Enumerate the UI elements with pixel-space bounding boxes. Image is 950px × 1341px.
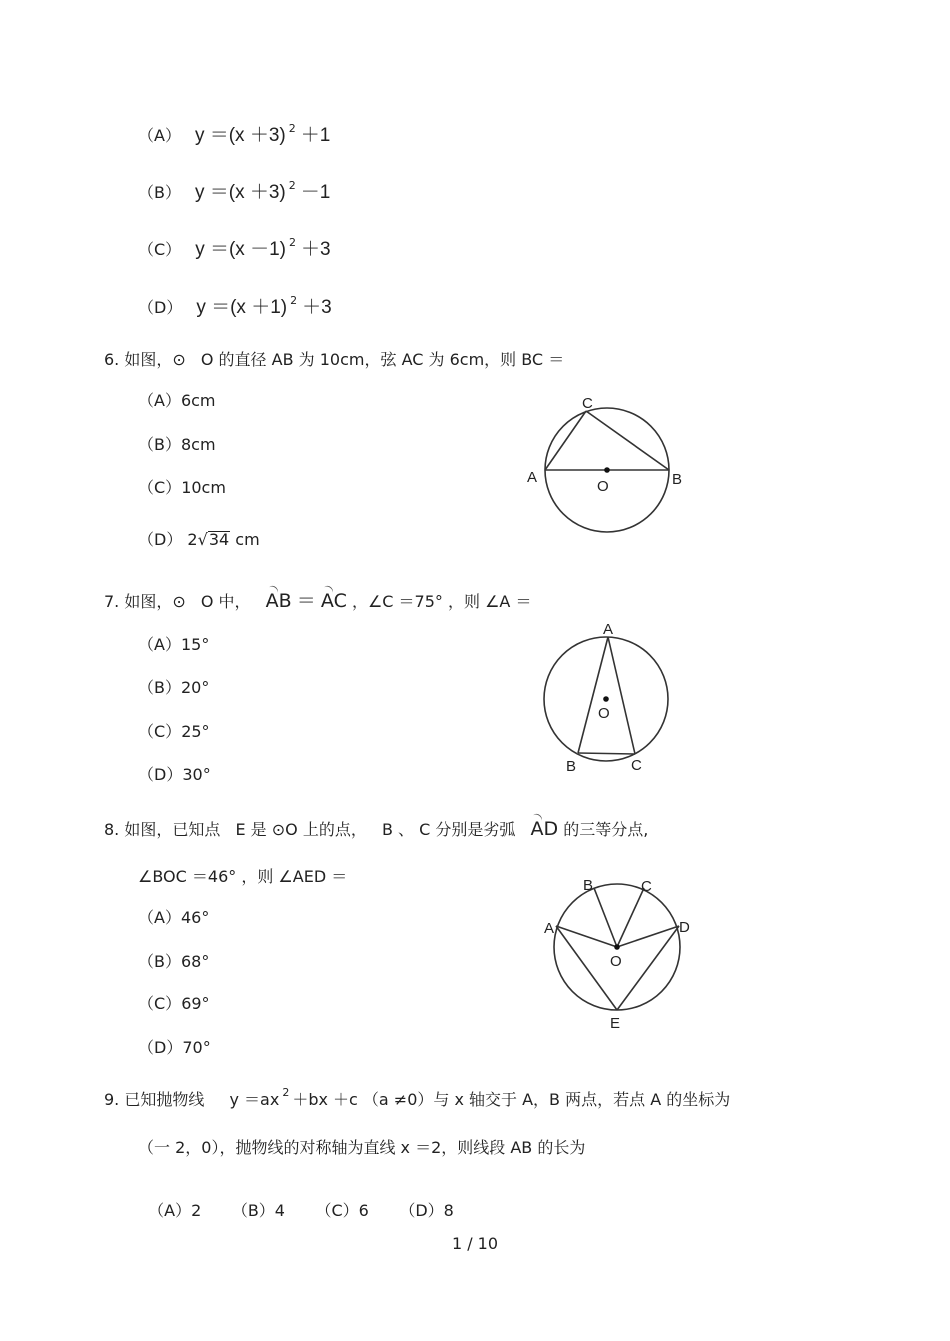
q5-option-b — [138, 179, 331, 205]
equals-sign: ＝ — [296, 590, 316, 612]
math-expr: y ＝(x ＋3) — [194, 125, 286, 146]
arc-ad: AD — [530, 818, 559, 840]
arc-ac: AC — [320, 590, 347, 612]
center-dot — [614, 944, 620, 950]
math-expr: ＋3 — [300, 239, 331, 260]
radius-oc — [617, 888, 644, 947]
stem-part: 已知抛物线 — [124, 1090, 205, 1109]
option-text: 10cm — [181, 478, 226, 497]
q5-option-a — [138, 122, 331, 148]
q8-option-a — [138, 908, 209, 928]
q8-option-c — [138, 994, 210, 1014]
option-label: （C） — [138, 722, 182, 741]
radius-od — [617, 926, 679, 947]
label-b: B — [566, 758, 577, 775]
label-c: C — [631, 757, 642, 774]
label-c: C — [582, 395, 593, 412]
stem-part: ＋bx ＋c （a ≠0）与 x 轴交于 A，B 两点，若点 A 的坐标为 — [292, 1090, 731, 1109]
option-label: （D） — [138, 1038, 183, 1057]
stem-part: B 、 C 分别是劣弧 — [381, 820, 516, 839]
option-text: 25° — [181, 722, 210, 741]
option-label: （D） — [138, 298, 183, 317]
label-e: E — [610, 1015, 621, 1032]
exponent: 2 — [288, 179, 296, 192]
options-line: （A）2 （B）4 （C）6 （D）8 — [148, 1201, 454, 1220]
option-label: （B） — [138, 435, 181, 454]
q9-stem-line2 — [138, 1138, 585, 1158]
label-o: O — [610, 953, 622, 970]
option-label: （A） — [138, 908, 181, 927]
option-label: （C） — [138, 478, 182, 497]
label-a: A — [527, 469, 538, 486]
q6-figure — [520, 390, 700, 540]
option-label: （C） — [138, 240, 182, 259]
label-b: B — [672, 471, 683, 488]
chord-ac — [545, 411, 586, 470]
option-text: 8cm — [180, 435, 216, 454]
stem-part: O 的直径 — [200, 350, 267, 369]
question-number: 8. — [104, 820, 120, 839]
q6-option-a — [138, 391, 216, 411]
math-expr: ＋3 — [302, 297, 332, 318]
question-number: 7. — [104, 592, 120, 611]
q9-options — [138, 1181, 454, 1221]
option-text: 15° — [180, 635, 210, 654]
stem-part: AB 为 10cm，弦 AC 为 6cm，则 BC ＝ — [271, 350, 565, 369]
q8-stem-line2 — [138, 867, 347, 887]
option-text: 30° — [182, 765, 211, 784]
option-text: 6cm — [180, 391, 216, 410]
exponent: 2 — [282, 1086, 290, 1099]
q8-figure — [538, 870, 698, 1035]
label-o: O — [597, 478, 609, 495]
side-ac — [608, 637, 635, 754]
option-text: 46° — [180, 908, 210, 927]
stem-part: O 中， — [200, 592, 251, 611]
q6-option-c — [138, 478, 226, 498]
option-label: （C） — [138, 994, 182, 1013]
label-c: C — [641, 878, 652, 895]
q8-option-b — [138, 952, 209, 972]
option-text: 70° — [182, 1038, 211, 1057]
q7-stem — [104, 591, 531, 612]
option-label: （B） — [138, 952, 181, 971]
option-text: 68° — [180, 952, 210, 971]
stem-part: 如图，已知点 — [124, 820, 221, 839]
q6-stem — [104, 350, 564, 370]
label-o: O — [598, 705, 610, 722]
radius-oa — [556, 926, 617, 947]
q7-option-a — [138, 635, 209, 655]
side-bc — [578, 753, 635, 754]
q5-option-c — [138, 236, 331, 262]
math-expr: y ＝(x －1) — [195, 239, 286, 260]
option-label: （A） — [138, 635, 181, 654]
q9-stem — [104, 1086, 731, 1112]
q8-stem — [104, 819, 648, 840]
math-expr: ＋1 — [300, 125, 331, 146]
center-dot — [603, 696, 609, 702]
math-expr: －1 — [300, 182, 331, 203]
option-label: （D） — [138, 530, 183, 549]
radius-ob — [594, 888, 617, 947]
equation: y ＝ax — [229, 1090, 280, 1109]
chord-ae — [556, 926, 617, 1010]
stem-part: （一 2，0），抛物线的对称轴为直线 x ＝2，则线段 AB 的长为 — [138, 1138, 586, 1157]
option-unit: cm — [235, 530, 260, 549]
radicand: 34 — [208, 530, 230, 549]
option-label: （B） — [138, 678, 181, 697]
option-text: 20° — [180, 678, 210, 697]
q6-option-d: （D） 2√34 cm — [138, 530, 260, 549]
chord-de — [617, 926, 679, 1010]
option-label: （B） — [138, 183, 181, 202]
option-text: 69° — [181, 994, 210, 1013]
option-label: （A） — [138, 391, 181, 410]
label-a: A — [544, 920, 555, 937]
chord-bc — [586, 411, 669, 470]
q7-option-b — [138, 678, 209, 698]
q5-option-d — [138, 294, 332, 320]
label-b: B — [583, 877, 594, 894]
stem-part: 的三等分点, — [563, 820, 649, 839]
stem-part: 如图，⊙ — [124, 350, 186, 369]
q7-option-d — [138, 765, 211, 785]
exponent: 2 — [288, 122, 296, 135]
question-number: 6. — [104, 350, 120, 369]
stem-part: ，∠C ＝75° ，则 ∠A ＝ — [351, 592, 532, 611]
option-label: （A） — [138, 126, 181, 145]
q8-option-d — [138, 1038, 211, 1058]
q6-option-b — [138, 435, 216, 455]
q7-figure — [530, 618, 690, 778]
option-label: （D） — [138, 765, 183, 784]
exponent: 2 — [288, 236, 296, 249]
side-ab — [578, 637, 608, 753]
page-number: 1 / 10 — [451, 1234, 499, 1253]
math-expr: y ＝(x ＋1) — [196, 297, 288, 318]
exponent: 2 — [290, 294, 298, 307]
stem-part: ∠BOC ＝46° ，则 ∠AED ＝ — [138, 867, 348, 886]
stem-part: 如图，⊙ — [124, 592, 186, 611]
q7-option-c — [138, 722, 210, 742]
option-text: 2 — [187, 530, 198, 549]
question-number: 9. — [104, 1090, 120, 1109]
label-a: A — [603, 621, 614, 638]
center-dot — [604, 467, 610, 473]
label-d: D — [679, 919, 690, 936]
stem-part: E 是 ⊙O 上的点， — [235, 820, 367, 839]
math-expr: y ＝(x ＋3) — [194, 182, 286, 203]
arc-ab: AB — [265, 590, 292, 612]
